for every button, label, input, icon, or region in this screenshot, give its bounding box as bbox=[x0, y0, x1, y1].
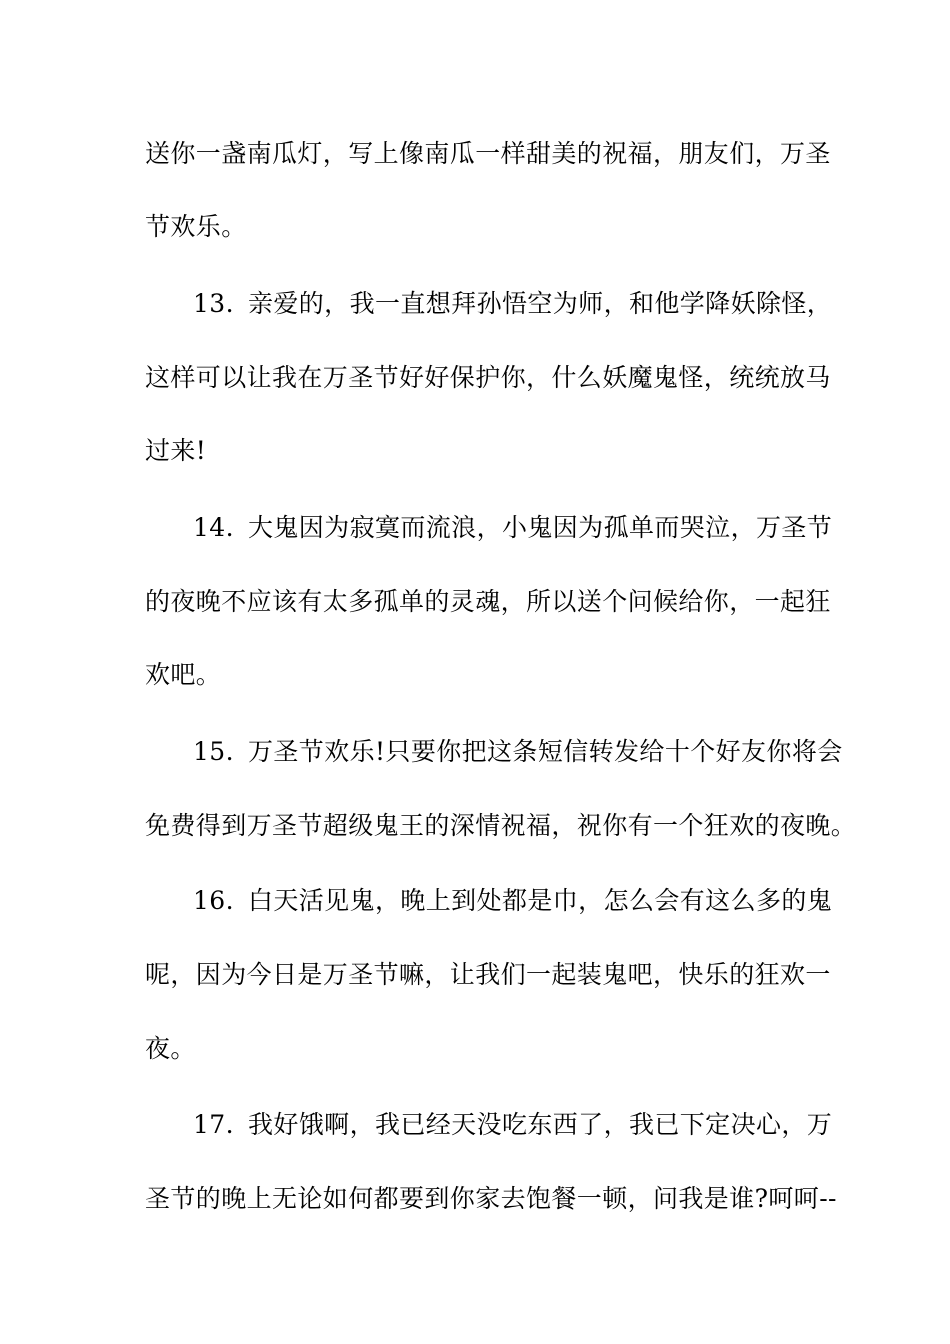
item-number: 16. bbox=[193, 886, 234, 915]
item-15-line: 15. 万圣节欢乐!只要你把这条短信转发给十个好友你将会 bbox=[193, 737, 843, 766]
item-number: 15. bbox=[193, 737, 234, 766]
text-line: 呢，因为今日是万圣节嘛，让我们一起装鬼吧，快乐的狂欢一 bbox=[145, 960, 831, 989]
text-line: 过来! bbox=[145, 436, 207, 465]
item-13-line: 13. 亲爱的，我一直想拜孙悟空为师，和他学降妖除怪， bbox=[193, 289, 833, 318]
text-line: 这样可以让我在万圣节好好保护你，什么妖魔鬼怪，统统放马 bbox=[145, 363, 831, 392]
item-16-line: 16. 白天活见鬼，晚上到处都是巾，怎么会有这么多的鬼 bbox=[193, 886, 833, 915]
item-number: 14. bbox=[193, 513, 234, 542]
item-17-line: 17. 我好饿啊，我已经天没吃东西了，我已下定决心，万 bbox=[193, 1110, 833, 1139]
text-line: 免费得到万圣节超级鬼王的深情祝福，祝你有一个狂欢的夜晚。 bbox=[145, 811, 857, 840]
text-line: 送你一盏南瓜灯，写上像南瓜一样甜美的祝福，朋友们，万圣 bbox=[145, 139, 831, 168]
text-line: 夜。 bbox=[145, 1034, 196, 1063]
item-number: 13. bbox=[193, 289, 234, 318]
text-line: 的夜晚不应该有太多孤单的灵魂，所以送个问候给你，一起狂 bbox=[145, 587, 831, 616]
text-line: 欢吧。 bbox=[145, 660, 222, 689]
item-number: 17. bbox=[193, 1110, 234, 1139]
text-line: 圣节的晚上无论如何都要到你家去饱餐一顿，问我是谁?呵呵-- bbox=[145, 1184, 837, 1213]
text-line: 节欢乐。 bbox=[145, 212, 247, 241]
item-14-line: 14. 大鬼因为寂寞而流浪，小鬼因为孤单而哭泣，万圣节 bbox=[193, 513, 833, 542]
